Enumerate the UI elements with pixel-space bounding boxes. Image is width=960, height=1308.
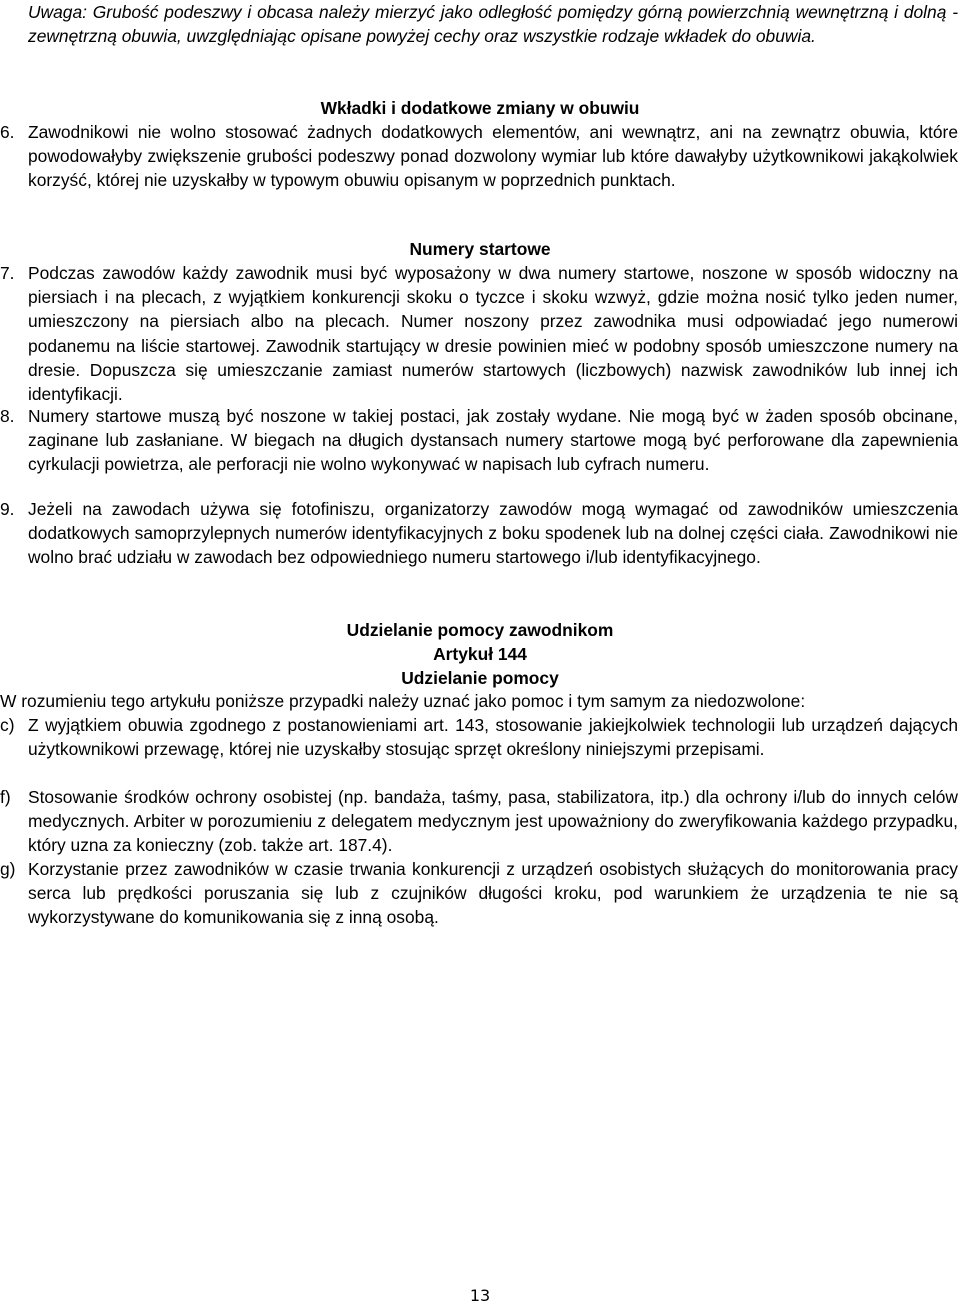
item-number: 9. — [0, 499, 15, 519]
list-item — [0, 713, 958, 761]
item-text: Z wyjątkiem obuwia zgodnego z postanowieniami art. 143, stosowanie jakiejkolwiek technologii lub urządzeń dających użytkownikowi przewagę, której nie uzyskałby stosując sprzęt określony niniejszymi przepisami. — [28, 715, 958, 760]
item-text: Zawodnikowi nie wolno stosować żadnych dodatkowych elementów, ani wewnątrz, ani na zewnątrz obuwia, które powodowałyby zwiększenie grubości podeszwy ponad dozwolony wymiar lub które dawałyby użytkownikowi jakąkolwiek korzyść, której nie uzyskałby w typowym obuwiu opisanym w poprzednich punktach. — [28, 122, 958, 191]
list-item — [0, 404, 958, 477]
section-subheading-assist: Udzielanie pomocy — [401, 668, 559, 688]
article-number: Artykuł 144 — [433, 644, 527, 664]
list-item — [0, 785, 958, 858]
section-heading-assist: Udzielanie pomocy zawodnikom — [346, 620, 614, 640]
page-number: 13 — [469, 1286, 491, 1305]
section-heading-inserts: Wkładki i dodatkowe zmiany w obuwiu — [320, 98, 640, 118]
item-number: 6. — [0, 122, 15, 142]
item-letter: c) — [0, 715, 15, 735]
list-item — [0, 261, 958, 406]
list-item — [0, 120, 958, 193]
lead-paragraph: W rozumieniu tego artykułu poniższe przypadki należy uznać jako pomoc i tym samym za niedozwolone: — [0, 691, 806, 711]
item-letter: g) — [0, 859, 16, 879]
note-paragraph: Uwaga: Grubość podeszwy i obcasa należy mierzyć jako odległość pomiędzy górną powierzchnią wewnętrzną i dolną - zewnętrzną obuwia, uwzględniając opisane powyżej cechy oraz wszystkie rodzaje wkładek do obuwia. — [28, 2, 958, 47]
item-text: Podczas zawodów każdy zawodnik musi być wyposażony w dwa numery startowe, noszone w sposób widoczny na piersiach i na plecach, z wyjątkiem konkurencji skoku o tyczce i skoku wzwyż, gdzie można nosić tylko jeden numer, umieszczony na piersiach albo na plecach. Numer noszony przez zawodnika musi odpowiadać jego numerowi podanemu na liście startowej. Zawodnik startujący w dresie powinien mieć w podobny sposób umieszczone numery na dresie. Dopuszcza się umieszczanie zamiast numerów startowych (liczbowych) nazwisk zawodników lub innej ich identyfikacji. — [28, 263, 958, 405]
item-text: Jeżeli na zawodach używa się fotofiniszu, organizatorzy zawodów mogą wymagać od zawodników umieszczenia dodatkowych samoprzylepnych numerów identyfikacyjnych z boku spodenek lub na dolnej części ciała. Zawodnikowi nie wolno brać udziału w zawodach bez odpowiedniego numeru startowego i/lub identyfikacyjnego. — [28, 499, 958, 568]
item-number: 8. — [0, 406, 15, 426]
item-text: Korzystanie przez zawodników w czasie trwania konkurencji z urządzeń osobistych służących do monitorowania pracy serca lub prędkości poruszania się lub z czujników długości kroku, pod warunkiem że urządzenia te nie są wykorzystywane do komunikowania się z inną osobą. — [28, 859, 958, 928]
item-text: Stosowanie środków ochrony osobistej (np. bandaża, taśmy, pasa, stabilizatora, itp.) dla ochrony i/lub do innych celów medycznych. Arbiter w porozumieniu z delegatem medycznym jest upoważniony do zweryfikowania każdego przypadku, który uzna za konieczny (zob. także art. 187.4). — [28, 787, 958, 856]
item-text: Numery startowe muszą być noszone w takiej postaci, jak zostały wydane. Nie mogą być w żaden sposób obcinane, zaginane lub zasłaniane. W biegach na długich dystansach numery startowe mogą być perforowane dla zapewnienia cyrkulacji powietrza, ale perforacji nie wolno wykonywać w napisach lub cyfrach numeru. — [28, 406, 958, 475]
item-number: 7. — [0, 263, 15, 283]
list-item — [0, 497, 958, 570]
item-letter: f) — [0, 787, 11, 807]
list-item — [0, 857, 958, 930]
section-heading-bibs: Numery startowe — [409, 239, 551, 259]
